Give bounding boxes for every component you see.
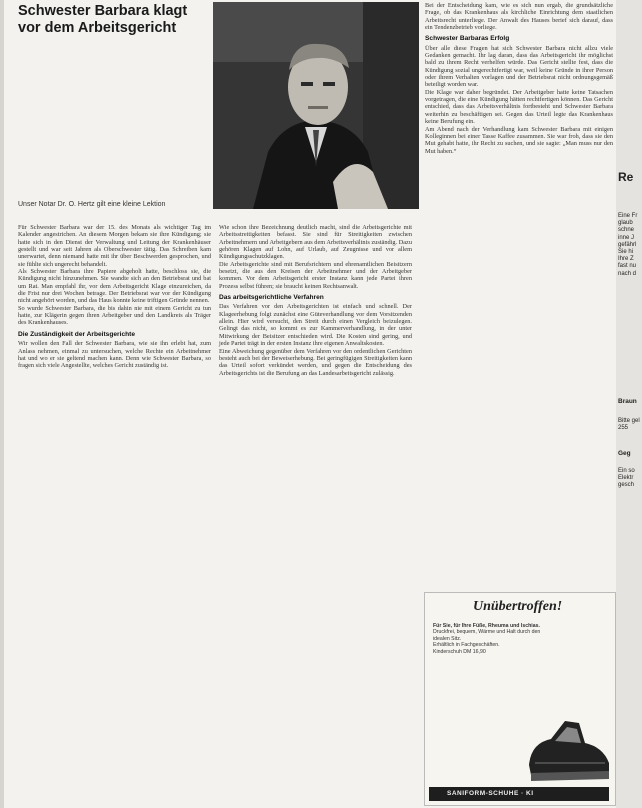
ad-footer-text: SANIFORM-SCHUHE · KI	[447, 790, 534, 797]
paragraph: So wurde Schwester Barbara, die bis dahin nie mit einem Gericht zu tun hatte, zur Klägerin gegen ihren Arbeitgeber und den Landkreis als Träger des Krankenhauses.	[18, 304, 211, 327]
headline: Schwester Barbara klagt vor dem Arbeitsgericht	[18, 3, 188, 36]
edge-headline: Re	[618, 170, 634, 184]
ad-footer	[429, 787, 609, 801]
paragraph: Wie schon ihre Bezeichnung deutlich macht, sind die Arbeitsgerichte mit Arbeitsstreitigkeiten befasst. Sie sind für Streitigkeiten zwischen Arbeitnehmern und Arbeitgebern aus dem Arbeitsverhältnis zuständig. Dazu gehören Klagen auf Lohn, auf Urlaub, auf Zeugnisse und vor allem Kündigungsschutzklagen.	[219, 224, 412, 261]
ad-price: Kinderschuh DM 16,90	[433, 648, 486, 655]
portrait-image	[213, 2, 419, 209]
edge-text: Ein so Elektr gesch	[618, 468, 635, 489]
ad-line: Erhältlich in Fachgeschäften.	[433, 642, 500, 649]
subheading: Schwester Barbaras Erfolg	[425, 35, 510, 43]
subheading: Das arbeitsgerichtliche Verfahren	[219, 294, 324, 302]
paragraph: Das Verfahren vor den Arbeitsgerichten ist einfach und schnell. Der Klageerhebung folgt zunächst eine Güteverhandlung vor dem Vorsitzenden allein. Hier wird versucht, den Streit durch einen Vergleich beizulegen. Gelingt das nicht, so kommt es zur Kammerverhandlung, in der unter Mitwirkung der Beisitzer entschieden wird. Die Kosten sind gering, und jede Partei trägt in der ersten Instanz ihre eigenen Anwaltskosten.	[219, 303, 412, 348]
article-column-2	[219, 224, 412, 377]
ad-line: Druckfrei, bequem, Wärme und Halt durch den idealen Sitz.	[433, 629, 541, 642]
article-column-3	[425, 2, 613, 155]
page-gutter	[0, 0, 4, 808]
paragraph: Über alle diese Fragen hat sich Schwester Barbara nicht allzu viele Gedanken gemacht. Ihr lag daran, dass das Arbeitsgericht ihr möglichst bald zu ihrem Recht verhelfen würde. Das Gericht stellte fest, dass die Kündigung sozial ungerechtfertigt war, weil keine Gründe in ihrer Person oder ihrem Verhalten vorlagen und der Betriebsrat nicht ordnungsgemäß beteiligt worden war.	[425, 44, 613, 89]
edge-text: Eine Fr glaub schne inne J gefährl Sie hi Ihre Z fast nu nach d	[618, 213, 638, 277]
paragraph: Bei der Entscheidung kam, wie es sich nun ergab, die grundsätzliche Frage, ob das Krankenhaus als kirchliche Einrichtung dem staatlichen Arbeitsrecht unterliege. Der Anwalt des Hauses berief sich darauf, dass ein Tendenzbetrieb vorliege.	[425, 2, 613, 32]
paragraph: Als Schwester Barbara ihre Papiere abgeholt hatte, beschloss sie, die Kündigung nicht hinzunehmen. Sie wandte sich an den Betriebsrat und bat um Rat. Man empfahl ihr, vor dem Arbeitsgericht Klage einzureichen, da die Frist nur drei Wochen betrage. Der Betriebsrat war vor der Kündigung nicht angehört worden, und das Haus konnte keine triftigen Gründe nennen.	[18, 268, 211, 305]
photo-caption: Unser Notar Dr. O. Hertz gilt eine kleine Lektion	[18, 201, 166, 208]
ad-line: Für Sie, für Ihre Füße, Rheuma und Ischias.	[433, 623, 540, 629]
paragraph: Die Arbeitsgerichte sind mit Berufsrichtern und ehrenamtlichen Beisitzern besetzt, die aus den Kreisen der Arbeitnehmer und der Arbeitgeber kommen. Vor dem Arbeitsgericht erster Instanz kann jede Partei ihren Prozess selbst führen; sie braucht keinen Rechtsanwalt.	[219, 260, 412, 290]
shoe-advertisement	[424, 592, 616, 806]
paragraph: Für Schwester Barbara war der 15. des Monats als wichtiger Tag im Kalender angestrichen. An diesem Morgen bekam sie ihre Kündigung; sie hatte sich in den Dienst der Verwaltung und Leitung der Krankenhäuser gestellt und war seit Jahren als Oberschwester tätig. Das Schreiben kam unerwartet, denn niemand hatte mit ihr über Beschwerden gesprochen, und sie fühlte sich ungerecht behandelt.	[18, 224, 211, 268]
edge-headline: Braun	[618, 398, 637, 405]
paragraph: Am Abend nach der Verhandlung kam Schwester Barbara mit einigen Kolleginnen bei einer Tasse Kaffee zusammen. Sie war froh, dass sie den Mut gehabt hatte, ihr Recht zu suchen, und sie sagte: „Man muss nur den Mut haben.“	[425, 125, 613, 155]
edge-headline: Geg	[618, 450, 631, 457]
ad-brand-title: Unübertroffen!	[473, 599, 563, 614]
subheading: Die Zuständigkeit der Arbeitsgerichte	[18, 330, 136, 338]
paragraph: Eine Abweichung gegenüber dem Verfahren vor den ordentlichen Gerichten besteht auch bei der Beweiserhebung. Bei geringfügigen Streitigkeiten kann das Urteil sofort verkündet werden, und gegen die Entscheidung des Arbeitsgerichts ist die Berufung an das Landesarbeitsgericht zulässig.	[219, 347, 412, 377]
edge-text: Bitte gel 255	[618, 418, 640, 432]
adjacent-page-strip	[616, 0, 642, 808]
paragraph: Wir wollen den Fall der Schwester Barbara, wie sie ihn erlebt hat, zum Anlass nehmen, einmal zu untersuchen, welche Rechte ein Arbeitnehmer hat und wo er sie geltend machen kann. Denn wie Schwester Barbara, so fragen sich viele Angestellte, welches Gericht zuständig ist.	[18, 340, 211, 370]
paragraph: Die Klage war daher begründet. Der Arbeitgeber hatte keine Tatsachen vorgetragen, die eine Kündigung hätten rechtfertigen können. Das Gericht entschied, dass das Arbeitsverhältnis fortbesteht und Schwester Barbara weiterhin zu beschäftigen sei. Gegen das Urteil legte das Krankenhaus keine Berufung ein.	[425, 88, 613, 126]
ad-copy	[433, 623, 553, 655]
article-column-1	[18, 224, 211, 370]
portrait-photo	[213, 2, 419, 209]
shoe-illustration	[525, 713, 611, 785]
